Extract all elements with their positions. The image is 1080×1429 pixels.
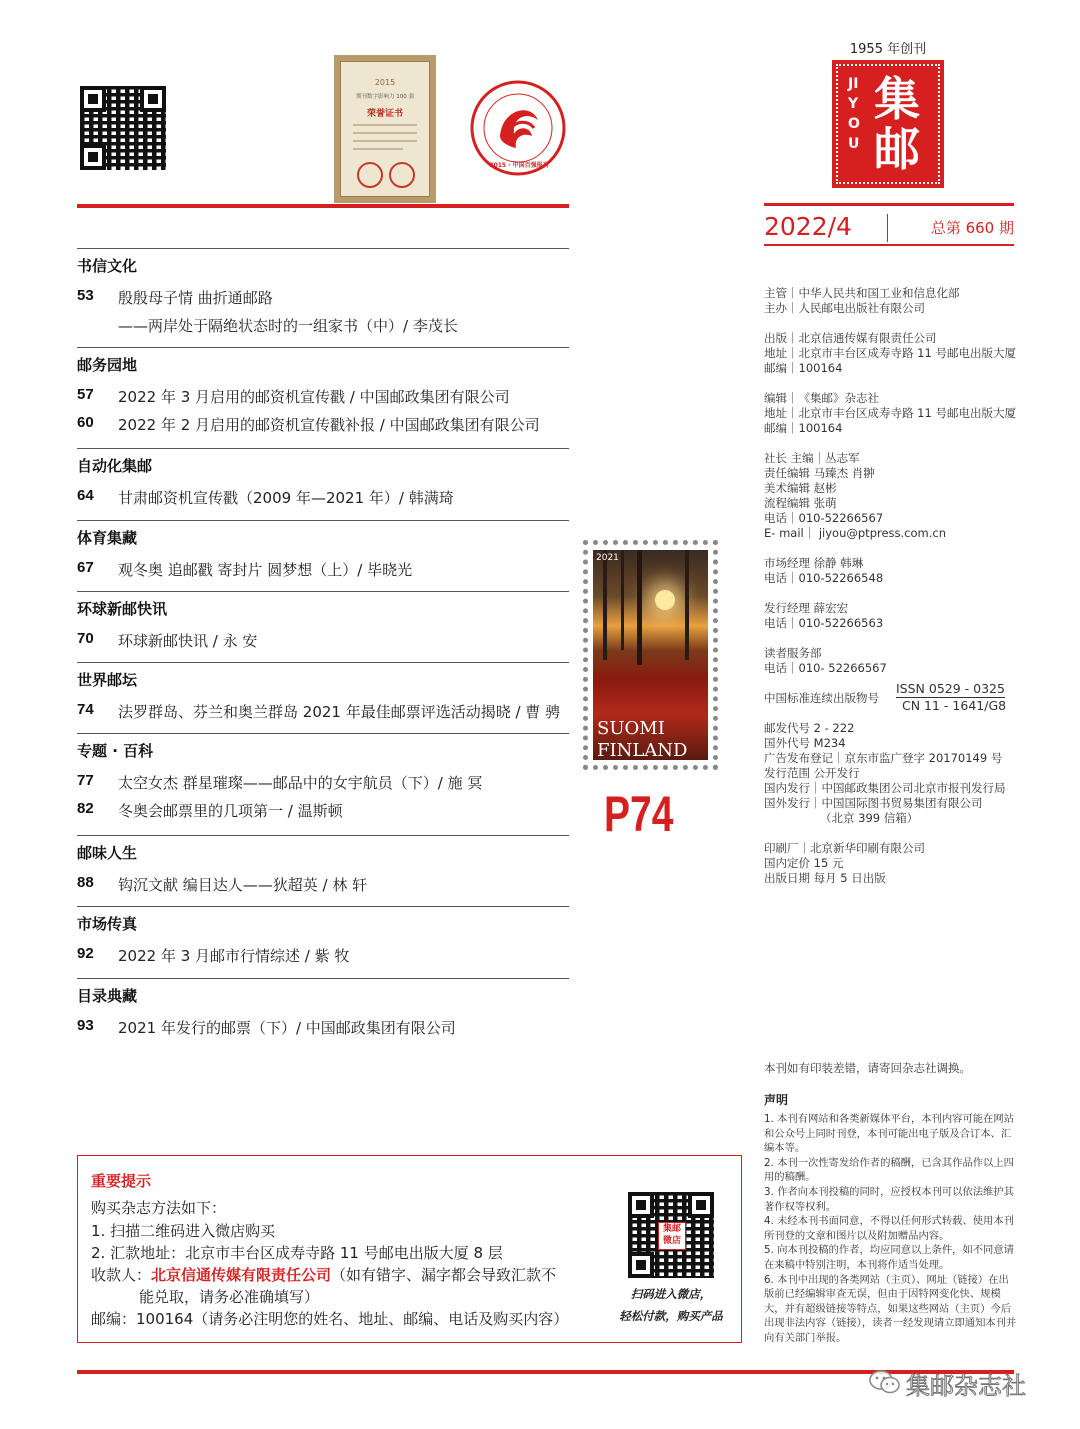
credit-line: 读者服务部 xyxy=(764,646,822,660)
toc-article-title[interactable]: 2022 年 3 月邮市行情综述 / 紫 牧 xyxy=(118,947,350,965)
declaration-item: 4. 未经本刊书面同意，不得以任何形式转载、使用本刊所刊登的文章和图片以及附加赠品内容。 xyxy=(764,1215,1014,1242)
toc-page-number: 82 xyxy=(77,800,94,817)
declaration-item: 6. 本刊中出现的各类网站（主页）、网址（链接）在出版前已经编辑审查无误，但由于因特网变化快、规模大，并有超级链接等特点，如果这些网站（主页）今后出现非法内容（链接），读者一经发现请立即通知本刊并向有关部门举报。 xyxy=(764,1273,1017,1344)
credit-line: 国外代号 M234 xyxy=(764,736,846,750)
section-divider xyxy=(77,662,569,663)
toc-page-number: 77 xyxy=(77,772,94,789)
toc-category: 市场传真 xyxy=(77,915,138,933)
declaration-title: 声明 xyxy=(764,1093,789,1107)
logo-characters: 集邮 xyxy=(874,72,920,176)
credit-line: 邮编｜100164 xyxy=(764,421,843,435)
toc-page-number: 74 xyxy=(77,701,94,718)
qr-caption-1: 扫码进入微店， xyxy=(630,1287,712,1301)
masthead-rule-bottom xyxy=(764,244,1014,246)
purchase-info-box xyxy=(77,1155,742,1343)
purchase-title: 重要提示 xyxy=(91,1172,152,1190)
declaration-list xyxy=(764,1112,1019,1346)
wechat-qr-code xyxy=(80,86,166,170)
purchase-postcode: 邮编：100164（请务必注明您的姓名、地址、邮编、电话及购买内容） xyxy=(91,1310,569,1328)
credit-line: 社长 主编｜丛志军 xyxy=(764,451,860,465)
toc-article-title[interactable]: 太空女杰 群星璀璨——邮品中的女宇航员（下）/ 施 冥 xyxy=(118,774,483,792)
toc-page-number: 60 xyxy=(77,414,94,431)
credit-line: 发行经理 薛宏宏 xyxy=(764,601,849,615)
section-divider xyxy=(77,347,569,348)
declaration-item: 1. 本刊有网站和各类新媒体平台，本刊内容可能在网站和公众号上同时刊登，本刊可能出电子版及合订本、汇编本等。 xyxy=(764,1113,1014,1155)
toc-page-number: 57 xyxy=(77,386,94,403)
stamp-page-reference: P74 xyxy=(604,786,674,842)
toc-category: 邮务园地 xyxy=(77,356,138,374)
issn-label: 中国标准连续出版物号 xyxy=(764,691,879,705)
purchase-step-2: 2. 汇款地址：北京市丰台区成寿寺路 11 号邮电出版大厦 8 层 xyxy=(91,1244,503,1262)
section-divider xyxy=(77,733,569,734)
masthead-rule-top xyxy=(764,203,1014,206)
toc-page-number: 92 xyxy=(77,945,94,962)
certificate-seal-icon xyxy=(389,162,415,188)
certificate-seal-icon xyxy=(357,162,383,188)
payee-note: （如有错字、漏字都会导致汇款不 xyxy=(331,1266,557,1284)
top-100-emblem xyxy=(470,80,566,176)
purchase-intro: 购买杂志方法如下： xyxy=(91,1199,227,1217)
issn-number: ISSN 0529 - 0325 xyxy=(896,681,1005,696)
toc-page-number: 93 xyxy=(77,1017,94,1034)
issue-total: 总第 660 期 xyxy=(930,219,1014,237)
credit-line: 国内发行｜中国邮政集团公司北京市报刊发行局 xyxy=(764,781,1006,795)
toc-category: 环球新邮快讯 xyxy=(77,600,168,618)
credit-line: 广告发布登记｜京东市监广登字 20170149 号 xyxy=(764,751,1003,765)
shop-qr-code[interactable] xyxy=(628,1192,714,1278)
toc-category: 书信文化 xyxy=(77,257,138,275)
issue-divider xyxy=(887,214,888,242)
section-divider xyxy=(77,978,569,979)
toc-category: 目录典藏 xyxy=(77,987,138,1005)
credit-line: 市场经理 徐静 韩琳 xyxy=(764,556,864,570)
issue-number: 2022/4 xyxy=(764,212,852,241)
emblem-text: 2015 · 中国百强报刊 xyxy=(489,162,549,169)
toc-category: 专题 · 百科 xyxy=(77,742,154,760)
credit-line: 印刷厂｜北京新华印刷有限公司 xyxy=(764,841,925,855)
stamp-country-suomi: SUOMI xyxy=(597,718,665,739)
toc-page-number: 88 xyxy=(77,874,94,891)
credit-line: 地址｜北京市丰台区成寿寺路 11 号邮电出版大厦 xyxy=(764,406,1016,420)
honor-certificate-image xyxy=(334,55,436,203)
payee-label: 收款人： xyxy=(91,1266,152,1284)
credit-line: 地址｜北京市丰台区成寿寺路 11 号邮电出版大厦 xyxy=(764,346,1016,360)
section-divider xyxy=(77,520,569,521)
credit-line: 电话｜010- 52266567 xyxy=(764,661,887,675)
credit-line: 编辑｜《集邮》杂志社 xyxy=(764,391,879,405)
credit-line: 发行范围 公开发行 xyxy=(764,766,860,780)
credit-line: 电话｜010-52266548 xyxy=(764,571,884,585)
logo-pinyin: JIYOU xyxy=(848,76,860,152)
credit-line: 电话｜010-52266563 xyxy=(764,616,884,630)
toc-category: 自动化集邮 xyxy=(77,457,153,475)
watermark-text: 集邮杂志社 xyxy=(906,1372,1026,1400)
toc-article-title[interactable]: 法罗群岛、芬兰和奥兰群岛 2021 年最佳邮票评选活动揭晓 / 曹 骋 xyxy=(118,703,561,721)
credit-line: 邮编｜100164 xyxy=(764,361,843,375)
credit-line: 责任编辑 马臻杰 肖翀 xyxy=(764,466,875,480)
toc-article-title[interactable]: 环球新邮快讯 / 永 安 xyxy=(118,632,258,650)
toc-article-title[interactable]: 冬奥会邮票里的几项第一 / 温斯顿 xyxy=(118,802,343,820)
shop-qr-label: 集邮微店 xyxy=(658,1222,686,1250)
certificate-title: 荣誉证书 xyxy=(366,109,403,119)
toc-page-number: 67 xyxy=(77,559,94,576)
credit-line: 主办｜人民邮电出版社有限公司 xyxy=(764,301,925,315)
payee-name: 北京信通传媒有限责任公司 xyxy=(151,1266,332,1284)
toc-article-title[interactable]: 2021 年发行的邮票（下）/ 中国邮政集团有限公司 xyxy=(118,1019,456,1037)
stamp-year: 2021 xyxy=(596,553,619,563)
toc-article-title[interactable]: ——两岸处于隔绝状态时的一组家书（中）/ 李茂长 xyxy=(118,317,458,335)
section-divider xyxy=(77,248,569,249)
declaration-item: 3. 作者向本刊投稿的同时，应授权本刊可以依法维护其著作权等权利。 xyxy=(764,1185,1014,1213)
credit-line: 出版｜北京信通传媒有限责任公司 xyxy=(764,331,937,345)
declaration-item: 2. 本刊一次性寄发给作者的稿酬，已含其作品作以上四用的稿酬。 xyxy=(764,1156,1014,1184)
credit-line: 电话｜010-52266567 xyxy=(764,511,884,525)
qr-caption-2: 轻松付款，购买产品 xyxy=(619,1309,723,1323)
misprint-notice: 本刊如有印装差错，请寄回杂志社调换。 xyxy=(764,1061,971,1075)
section-divider xyxy=(77,906,569,907)
founded-text: 1955 年创刊 xyxy=(849,42,927,57)
certificate-year: 2015 xyxy=(374,78,396,87)
toc-category: 体育集藏 xyxy=(77,529,138,547)
section-divider xyxy=(77,448,569,449)
credit-line: 主管｜中华人民共和国工业和信息化部 xyxy=(764,286,960,300)
toc-article-title[interactable]: 2022 年 2 月启用的邮资机宣传戳补报 / 中国邮政集团有限公司 xyxy=(118,416,540,434)
credit-line: 美术编辑 赵彬 xyxy=(764,481,837,495)
toc-article-title[interactable]: 2022 年 3 月启用的邮资机宣传戳 / 中国邮政集团有限公司 xyxy=(118,388,510,406)
toc-category: 世界邮坛 xyxy=(77,671,138,689)
toc-article-title[interactable]: 观冬奥 追邮戳 寄封片 圆梦想（上）/ 毕晓光 xyxy=(118,561,413,579)
header-rule xyxy=(77,204,569,208)
credit-line: 国内定价 15 元 xyxy=(764,856,844,870)
stamp-country-finland: FINLAND xyxy=(597,740,688,761)
payee-note-2: 能兑取，请务必准确填写） xyxy=(139,1288,320,1306)
toc-page-number: 53 xyxy=(77,287,94,304)
toc-category: 邮味人生 xyxy=(77,844,138,862)
wechat-icon xyxy=(868,1368,902,1396)
credit-line: E- mail｜ jiyou@ptpress.com.cn xyxy=(764,526,947,540)
credit-line: （北京 399 信箱） xyxy=(820,811,919,825)
cn-number: CN 11 - 1641/G8 xyxy=(902,698,1007,713)
declaration-item: 5. 向本刊投稿的作者，均应同意以上条件，如不同意请在来稿中特别注明，本刊将作适当处理。 xyxy=(764,1244,1014,1271)
purchase-step-1: 1. 扫描二维码进入微店购买 xyxy=(91,1222,276,1240)
certificate-award: 期刊数字影响力 100 强 xyxy=(356,94,414,100)
credit-line: 出版日期 每月 5 日出版 xyxy=(764,871,886,885)
credit-line: 流程编辑 张萌 xyxy=(764,496,837,510)
credit-line: 邮发代号 2 - 222 xyxy=(764,721,855,735)
payee-line xyxy=(91,1264,556,1285)
credit-line: 国外发行｜中国国际图书贸易集团有限公司 xyxy=(764,796,983,810)
toc-article-title[interactable]: 钩沉文献 编目达人——狄超英 / 林 轩 xyxy=(118,876,368,894)
toc-page-number: 64 xyxy=(77,487,94,504)
section-divider xyxy=(77,591,569,592)
magazine-logo xyxy=(832,60,944,188)
toc-article-title[interactable]: 殷殷母子情 曲折通邮路 xyxy=(118,289,273,307)
toc-article-title[interactable]: 甘肃邮资机宣传戳（2009 年—2021 年）/ 韩满琦 xyxy=(118,489,454,507)
toc-page-number: 70 xyxy=(77,630,94,647)
finland-stamp-image xyxy=(583,540,718,770)
section-divider xyxy=(77,835,569,836)
